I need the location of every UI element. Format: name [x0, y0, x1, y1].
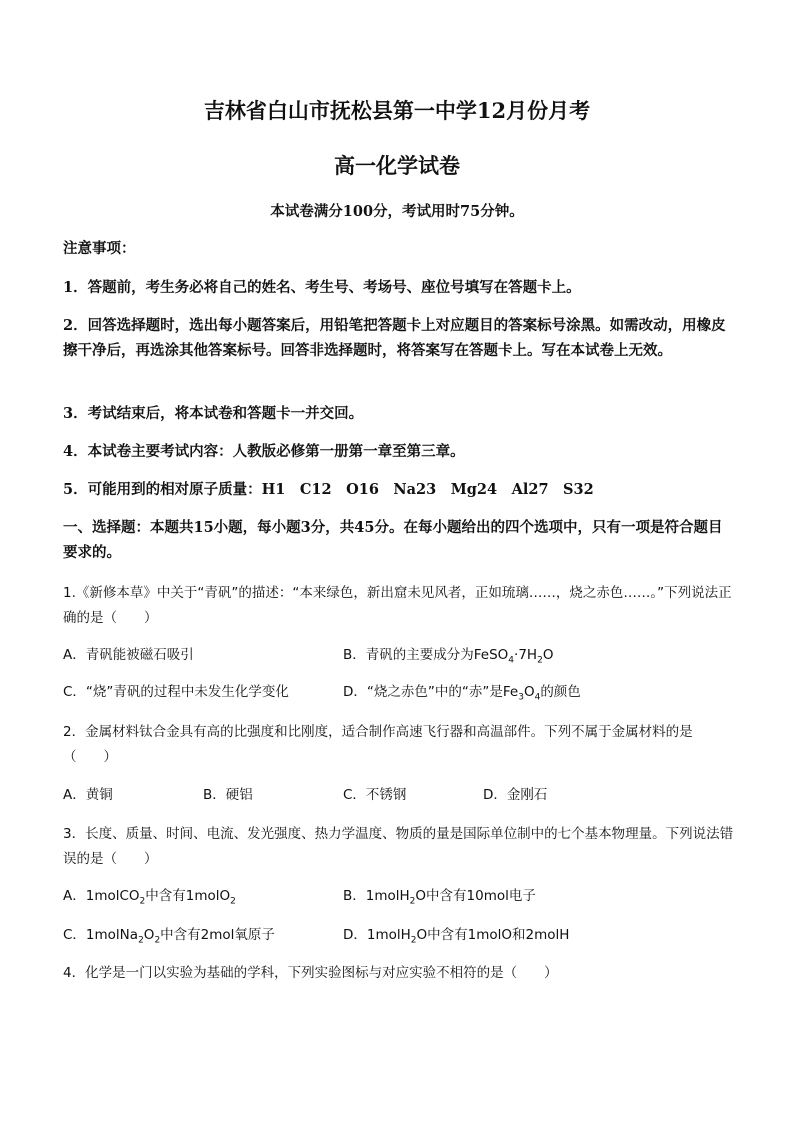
question-1-option-d: D．“烧之赤色”中的“赤”是$Fe_3O_4$的颜色 [343, 684, 581, 703]
exam-subject-title: 高一化学试卷 [334, 153, 460, 178]
notes-heading: 注意事项： [63, 240, 136, 257]
question-1-option-c: C．“烧”青矾的过程中未发生化学变化 [63, 684, 289, 700]
question-2-option-b: B．硬铝 [203, 787, 253, 803]
note-item-3: 3．考试结束后，将本试卷和答题卡一并交回。 [63, 405, 364, 422]
question-2-option-c: C．不锈钢 [343, 787, 407, 803]
question-1-stem: 1.《新修本草》中关于“青矾”的描述：“本来绿色，新出窟未见风者，正如琉璃……，烧之赤色……。”下列说法正确的是（ ） [63, 585, 732, 626]
question-3-option-c: C．$1molNa_2O_2$中含有2mol氧原子 [63, 927, 275, 946]
question-4-stem: 4．化学是一门以实验为基础的学科，下列实验图标与对应实验不相符的是（ ） [63, 965, 558, 981]
question-3-option-d: D．1molH$_2$O中含有1molO和2molH [343, 927, 570, 946]
exam-title: 吉林省白山市抚松县第一中学12月份月考 [203, 98, 591, 123]
note-item-5: 5．可能用到的相对原子质量：H1 C12 O16 Na23 Mg24 Al27 S32 [63, 481, 594, 498]
question-1-option-a: A．青矾能被磁石吸引 [63, 647, 194, 663]
question-2-option-d: D．金刚石 [483, 787, 548, 803]
question-2-option-a: A．黄铜 [63, 787, 113, 803]
question-3-option-a: A．1molCO$_2$中含有1molO$_2$ [63, 888, 236, 907]
question-1-option-b: B．青矾的主要成分为$FeSO_4\cdot 7H_2O$ [343, 647, 554, 666]
note-item-2: 2．回答选择题时，选出每小题答案后，用铅笔把答题卡上对应题目的答案标号涂黑。如需改动，用橡皮擦干净后，再选涂其他答案标号。回答非选择题时，将答案写在答题卡上。写在本试卷上无效。 [63, 317, 726, 359]
section-1-heading: 一、选择题：本题共15小题，每小题3分，共45分。在每小题给出的四个选项中，只有一项是符合题目要求的。 [63, 519, 723, 561]
exam-info: 本试卷满分100分，考试用时75分钟。 [270, 203, 524, 220]
question-3-stem: 3．长度、质量、时间、电流、发光强度、热力学温度、物质的量是国际单位制中的七个基本物理量。下列说法错误的是（ ） [63, 826, 734, 867]
question-2-stem: 2．金属材料钛合金具有高的比强度和比刚度，适合制作高速飞行器和高温部件。下列不属于金属材料的是（ ） [63, 724, 693, 765]
note-item-1: 1．答题前，考生务必将自己的姓名、考生号、考场号、座位号填写在答题卡上。 [63, 279, 581, 296]
question-3-option-b: B．1molH$_2$O中含有10mol电子 [343, 888, 536, 907]
note-item-4: 4．本试卷主要考试内容：人教版必修第一册第一章至第三章。 [63, 443, 465, 460]
